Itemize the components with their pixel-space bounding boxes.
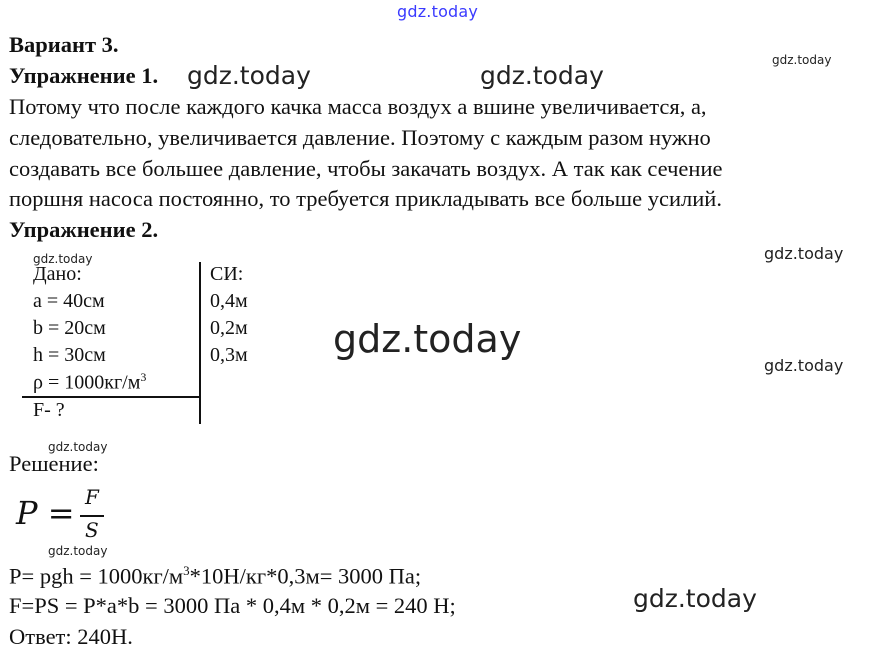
variant-heading: Вариант 3.	[9, 32, 119, 57]
watermark-inline-1: gdz.today	[187, 61, 311, 90]
formula-numerator: F	[85, 485, 99, 509]
watermark-formula: gdz.today	[48, 544, 108, 558]
given-si-separator	[199, 262, 201, 424]
given-rho-exponent: 3	[140, 370, 147, 384]
exercise2-heading: Упражнение 2.	[9, 217, 159, 242]
watermark-center: gdz.today	[333, 317, 522, 361]
formula-left: P =	[16, 494, 75, 532]
watermark-bottom: gdz.today	[633, 584, 757, 613]
watermark-given: gdz.today	[33, 252, 93, 266]
exercise1-line-2: следовательно, увеличивается давление. Поэтому с каждым разом нужно	[9, 125, 711, 150]
exercise1-line-3: создавать все большее давление, чтобы закачать воздух. А так как сечение	[9, 156, 723, 181]
si-a: 0,4м	[210, 290, 248, 312]
watermark-right-2: gdz.today	[764, 356, 844, 375]
solution-line-1a: P= pgh = 1000кг/м	[9, 563, 184, 589]
given-rho	[33, 370, 146, 395]
given-rho-text: ρ = 1000кг/м	[33, 371, 141, 394]
given-title: Дано:	[33, 263, 82, 285]
exercise1-heading: Упражнение 1.	[9, 63, 159, 88]
given-divider	[22, 396, 201, 398]
watermark-small-right: gdz.today	[772, 53, 832, 67]
given-b: b = 20см	[33, 317, 106, 339]
si-b: 0,2м	[210, 317, 248, 339]
given-find: F- ?	[33, 399, 65, 421]
si-h: 0,3м	[210, 344, 248, 366]
solution-line-2: F=PS = P*a*b = 3000 Па * 0,4м * 0,2м = 240 Н;	[9, 593, 456, 618]
watermark-inline-2: gdz.today	[480, 61, 604, 90]
watermark-top: gdz.today	[397, 2, 479, 21]
exercise1-line-1: Потому что после каждого качка масса воздух а вшине увеличивается, а,	[9, 94, 707, 119]
formula-fraction-bar	[80, 515, 104, 517]
given-h: h = 30см	[33, 344, 106, 366]
solution-line-1b: *10Н/кг*0,3м= 3000 Па;	[189, 563, 422, 589]
si-title: СИ:	[210, 263, 244, 285]
given-a: a = 40см	[33, 290, 105, 312]
answer: Ответ: 240Н.	[9, 624, 133, 649]
solution-label: Решение:	[9, 451, 99, 476]
solution-line-1-exponent: 3	[183, 563, 190, 578]
solution-line-1	[9, 563, 421, 590]
watermark-right-1: gdz.today	[764, 244, 844, 263]
formula-denominator: S	[85, 518, 99, 542]
watermark-solution: gdz.today	[48, 440, 108, 454]
exercise1-line-4: поршня насоса постоянно, то требуется прикладывать все больше усилий.	[9, 186, 722, 211]
